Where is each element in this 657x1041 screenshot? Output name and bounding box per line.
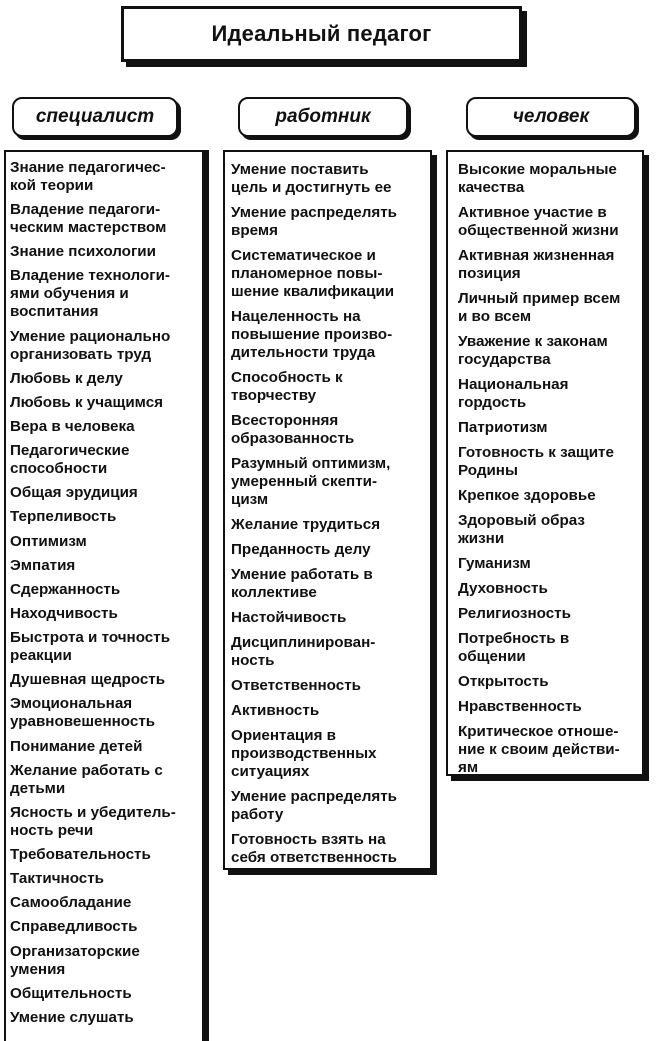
column-person: [446, 150, 644, 776]
quality-item: Умение слушать: [10, 1008, 134, 1026]
quality-item: Настойчивость: [231, 609, 347, 626]
quality-item: Дисциплинирован- ность: [231, 634, 376, 669]
quality-item: Активное участие в общественной жизни: [458, 204, 619, 239]
quality-item: Самообладание: [10, 894, 132, 912]
quality-item: Понимание детей: [10, 737, 143, 755]
quality-item: Способность к творчеству: [231, 369, 343, 404]
quality-item: Готовность к защите Родины: [458, 444, 614, 479]
quality-item: Любовь к делу: [10, 369, 123, 387]
quality-item: Ответственность: [231, 677, 361, 694]
quality-item: Национальная гордость: [458, 376, 569, 411]
diagram-title: Идеальный педагог: [121, 6, 522, 62]
quality-item: Умение поставить цель и достигнуть ее: [231, 161, 392, 196]
quality-item: Любовь к учащимся: [10, 393, 164, 411]
quality-item: Справедливость: [10, 918, 138, 936]
quality-item: Общительность: [10, 984, 132, 1002]
column-worker: [223, 150, 432, 870]
quality-item: Преданность делу: [231, 541, 371, 558]
quality-item: Уважение к законам государства: [458, 333, 608, 368]
quality-item: Критическое отноше- ние к своим действи- ям: [458, 723, 620, 776]
qualities-list-specialist: [10, 159, 202, 1027]
column-header-specialist: специалист: [12, 97, 178, 137]
quality-item: Тактичность: [10, 870, 105, 888]
quality-item: Разумный оптимизм, умеренный скепти- цизм: [231, 455, 391, 508]
quality-item: Педагогические способности: [10, 442, 130, 478]
quality-item: Умение работать в коллективе: [231, 566, 373, 601]
quality-item: Активность: [231, 702, 320, 719]
quality-item: Патриотизм: [458, 419, 548, 436]
quality-item: Потребность в общении: [458, 630, 570, 665]
qualities-list-worker: [231, 161, 430, 867]
quality-item: Требовательность: [10, 845, 151, 863]
quality-item: Владение технологи- ями обучения и воспитания: [10, 267, 170, 321]
quality-item: Всесторонняя образованность: [231, 412, 355, 447]
quality-item: Готовность взять на себя ответственность: [231, 831, 398, 866]
quality-item: Нацеленность на повышение произво- дительности труда: [231, 308, 393, 361]
quality-item: Крепкое здоровье: [458, 487, 596, 504]
quality-item: Умение рационально организовать труд: [10, 327, 171, 363]
quality-item: Эмоциональная уравновешенность: [10, 695, 156, 731]
quality-item: Вера в человека: [10, 417, 135, 435]
quality-item: Желание работать с детьми: [10, 761, 163, 797]
quality-item: Знание психологии: [10, 243, 156, 261]
quality-item: Общая эрудиция: [10, 484, 138, 502]
quality-item: Сдержанность: [10, 580, 121, 598]
quality-item: Ориентация в производственных ситуациях: [231, 727, 377, 780]
quality-item: Организаторские умения: [10, 942, 140, 978]
quality-item: Нравственность: [458, 698, 582, 715]
quality-item: Религиозность: [458, 605, 571, 622]
quality-item: Ясность и убедитель- ность речи: [10, 803, 176, 839]
quality-item: Гуманизм: [458, 555, 531, 572]
quality-item: Активная жизненная позиция: [458, 247, 615, 282]
quality-item: Терпеливость: [10, 508, 117, 526]
quality-item: Быстрота и точность реакции: [10, 629, 171, 665]
quality-item: Эмпатия: [10, 556, 76, 574]
quality-item: Находчивость: [10, 604, 118, 622]
quality-item: Душевная щедрость: [10, 671, 166, 689]
quality-item: Открытость: [458, 673, 549, 690]
quality-item: Умение распределять время: [231, 204, 397, 239]
quality-item: Оптимизм: [10, 532, 87, 550]
quality-item: Систематическое и планомерное повы- шение квалификации: [231, 247, 395, 300]
quality-item: Духовность: [458, 580, 548, 597]
column-header-person: человек: [466, 97, 636, 137]
column-specialist: [4, 150, 204, 1041]
quality-item: Личный пример всем и во всем: [458, 290, 621, 325]
qualities-list-person: [458, 161, 642, 777]
quality-item: Владение педагоги- ческим мастерством: [10, 201, 167, 237]
quality-item: Здоровый образ жизни: [458, 512, 585, 547]
quality-item: Желание трудиться: [231, 516, 381, 533]
quality-item: Высокие моральные качества: [458, 161, 617, 196]
column-header-worker: работник: [238, 97, 408, 137]
quality-item: Умение распределять работу: [231, 788, 397, 823]
quality-item: Знание педагогичес- кой теории: [10, 159, 166, 194]
